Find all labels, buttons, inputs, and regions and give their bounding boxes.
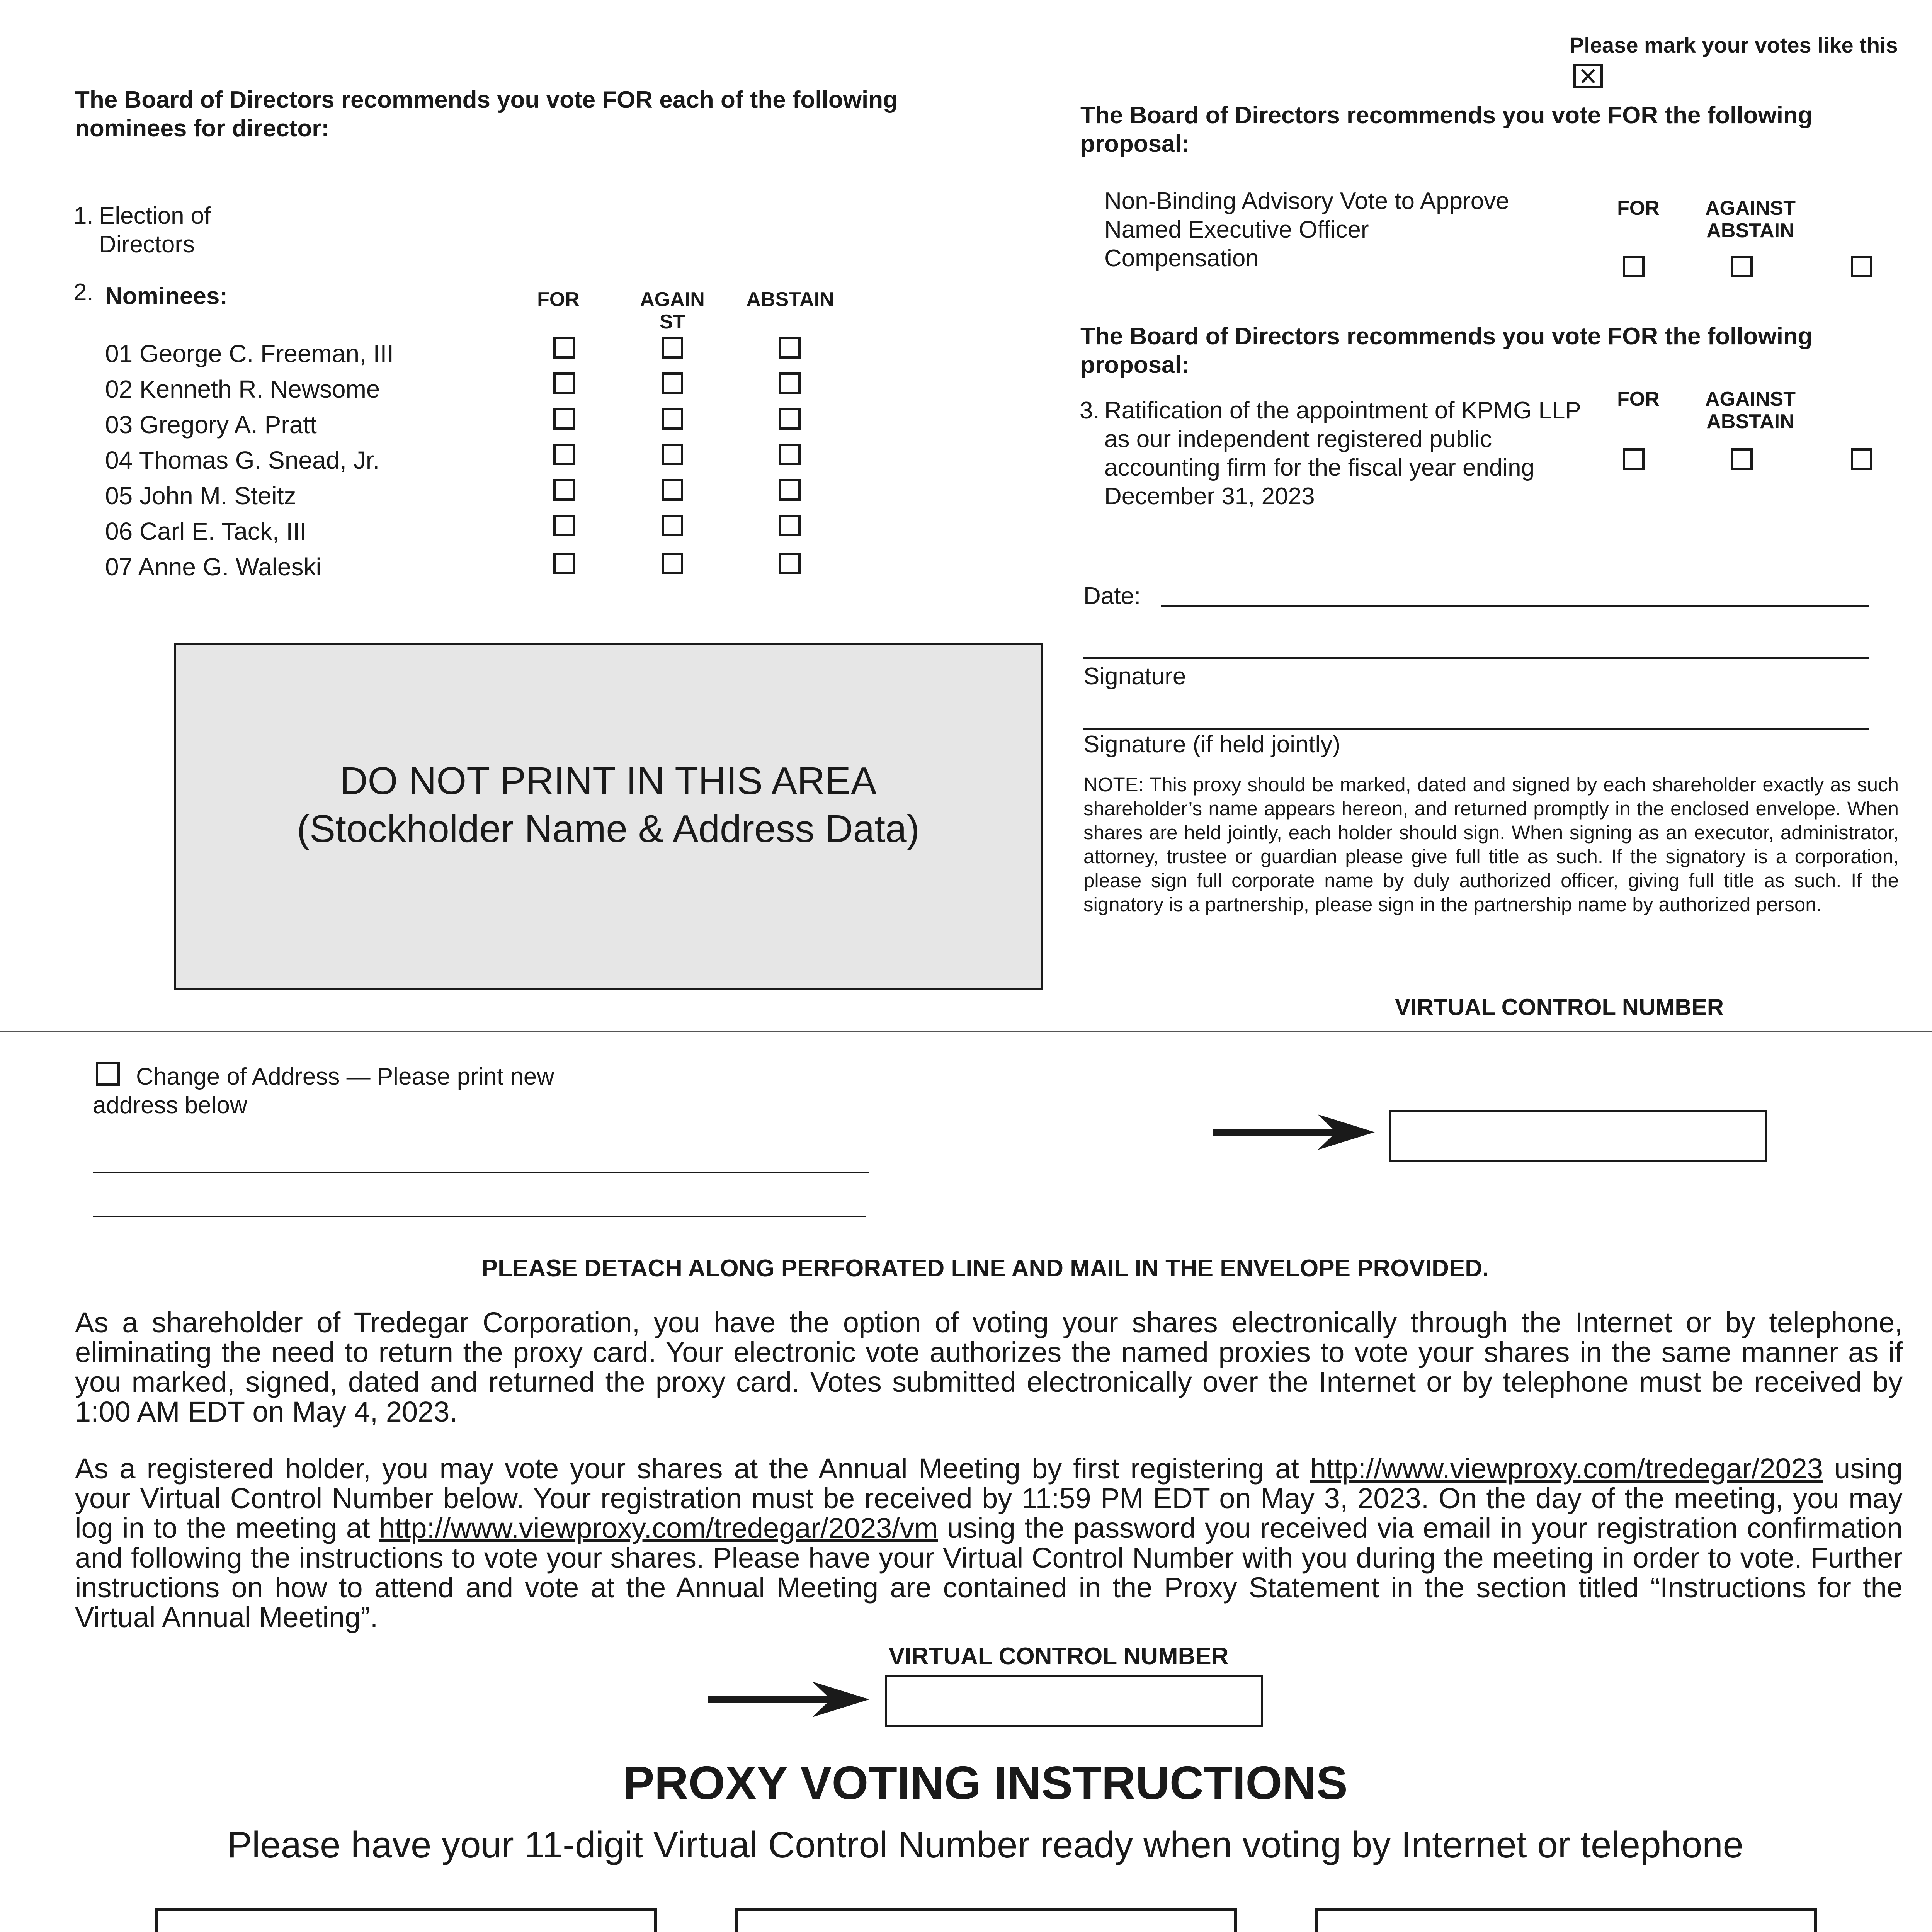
nominee-1-for-checkbox[interactable] — [553, 337, 575, 359]
instructions-subtitle: Please have your 11-digit Virtual Control Number ready when voting by Internet or telephone — [227, 1824, 1744, 1866]
column-against: AGAINST — [640, 288, 705, 333]
nominee-5-against-checkbox[interactable] — [662, 479, 683, 501]
virtual-control-number-box[interactable] — [1389, 1110, 1767, 1162]
nominee-6-against-checkbox[interactable] — [662, 515, 683, 536]
registered-holder-paragraph — [75, 1454, 1903, 1632]
registered-holder-text-1: As a registered holder, you may vote your shares at the Annual Meeting by first registering at — [75, 1452, 1310, 1485]
nominee-4: 04 Thomas G. Snead, Jr. — [105, 446, 380, 474]
proposal-a-abstain-checkbox[interactable] — [1851, 256, 1872, 277]
sample-mark-icon — [1573, 64, 1603, 88]
registered-holder-text-2: using your Virtual Control Number below. Your registration must be received by 11:59 PM EDT on May 3, 2023. On the day of the meeting, you may log in to the meeting at — [75, 1452, 1903, 1544]
signature-label: Signature — [1083, 663, 1186, 690]
arrow-right-icon — [1213, 1113, 1376, 1153]
nominee-7-abstain-checkbox[interactable] — [779, 553, 801, 574]
mail-card — [1315, 1908, 1817, 1932]
item-1-number: 1. — [73, 202, 94, 229]
nominee-1: 01 George C. Freeman, III — [105, 340, 394, 367]
proposal-3-column-against-abstain: AGAINST ABSTAIN — [1705, 388, 1796, 433]
signature-line[interactable] — [1083, 657, 1869, 659]
joint-signature-label: Signature (if held jointly) — [1083, 731, 1341, 758]
internet-card — [155, 1908, 657, 1932]
nominee-3-abstain-checkbox[interactable] — [779, 408, 801, 430]
do-not-print-line1: DO NOT PRINT IN THIS AREA — [340, 759, 877, 803]
nominee-4-for-checkbox[interactable] — [553, 444, 575, 465]
nominee-3: 03 Gregory A. Pratt — [105, 411, 317, 439]
nominee-2-abstain-checkbox[interactable] — [779, 372, 801, 394]
nominee-5-for-checkbox[interactable] — [553, 479, 575, 501]
proposal-a-column-against-abstain: AGAINST ABSTAIN — [1705, 197, 1796, 242]
nominee-1-abstain-checkbox[interactable] — [779, 337, 801, 359]
column-for: FOR — [537, 288, 580, 311]
board-recommendation-proposal-3: The Board of Directors recommends you vote FOR the following proposal: — [1080, 323, 1813, 378]
virtual-control-number-label-2: VIRTUAL CONTROL NUMBER — [889, 1643, 1229, 1670]
telephone-card — [735, 1908, 1237, 1932]
item-2-number: 2. — [73, 279, 94, 306]
nominee-2: 02 Kenneth R. Newsome — [105, 375, 380, 403]
do-not-print-line2: (Stockholder Name & Address Data) — [297, 807, 920, 850]
nominee-6: 06 Carl E. Tack, III — [105, 517, 307, 545]
proposal-a-column-for: FOR — [1617, 197, 1660, 219]
change-of-address-label: Change of Address — Please print new address below — [93, 1063, 554, 1119]
proposal-3-for-checkbox[interactable] — [1623, 448, 1645, 470]
perforation-line — [0, 1031, 1932, 1032]
mark-instruction: Please mark your votes like this — [1570, 33, 1898, 57]
new-address-line-1[interactable] — [93, 1172, 869, 1173]
nominee-7-for-checkbox[interactable] — [553, 553, 575, 574]
nominee-5-abstain-checkbox[interactable] — [779, 479, 801, 501]
new-address-line-2[interactable] — [93, 1216, 866, 1217]
nominee-4-abstain-checkbox[interactable] — [779, 444, 801, 465]
date-label: Date: — [1083, 583, 1141, 609]
nominees-label: Nominees: — [105, 283, 228, 310]
signing-note: NOTE: This proxy should be marked, dated and signed by each shareholder exactly as such shareholder’s name appears hereon, and returned promptly in the enclosed envelope. When shares are held jointly, each holder should sign. When signing as an executor, administrator, attorney, trustee or guardian please give full title as such. If the signatory is a corporation, please sign full corporate name by duly authorized officer, giving full title as such. If the signatory is a partnership, please sign in the partnership name by authorized person. — [1083, 774, 1899, 915]
proposal-3-text: Ratification of the appointment of KPMG LLP as our independent registered public accounting firm for the fiscal year ending December 31, 2023 — [1104, 397, 1581, 510]
board-recommendation-proposal: The Board of Directors recommends you vote FOR the following proposal: — [1080, 102, 1813, 157]
virtual-control-number-label: VIRTUAL CONTROL NUMBER — [1395, 994, 1724, 1020]
proposal-3-column-for: FOR — [1617, 388, 1660, 410]
proposal-3-number: 3. — [1080, 397, 1100, 424]
nominee-3-for-checkbox[interactable] — [553, 408, 575, 430]
meeting-link[interactable]: http://www.viewproxy.com/tredegar/2023/vm — [379, 1512, 938, 1544]
nominee-4-against-checkbox[interactable] — [662, 444, 683, 465]
nominee-3-against-checkbox[interactable] — [662, 408, 683, 430]
arrow-right-icon-2 — [708, 1680, 870, 1721]
detach-instruction: PLEASE DETACH ALONG PERFORATED LINE AND MAIL IN THE ENVELOPE PROVIDED. — [481, 1255, 1489, 1282]
address-data-area — [174, 643, 1043, 990]
column-abstain: ABSTAIN — [746, 288, 834, 311]
nominee-6-for-checkbox[interactable] — [553, 515, 575, 536]
item-1-label: Election of Directors — [99, 202, 211, 258]
nominee-7-against-checkbox[interactable] — [662, 553, 683, 574]
nominee-7: 07 Anne G. Waleski — [105, 553, 321, 581]
proposal-3-against-checkbox[interactable] — [1731, 448, 1753, 470]
proposal-advisory: Non-Binding Advisory Vote to Approve Named Executive Officer Compensation — [1104, 188, 1509, 272]
nominee-2-for-checkbox[interactable] — [553, 372, 575, 394]
electronic-voting-paragraph: As a shareholder of Tredegar Corporation, you have the option of voting your shares electronically through the Internet or by telephone, eliminating the need to return the proxy card. Your electronic vote authorizes the named proxies to vote your shares in the same manner as if you marked, signed, dated and returned the proxy card. Votes submitted electronically over the Internet or by telephone must be received by 1:00 AM EDT on May 4, 2023. — [75, 1306, 1903, 1428]
proposal-a-for-checkbox[interactable] — [1623, 256, 1645, 277]
joint-signature-line[interactable] — [1083, 728, 1869, 730]
nominee-2-against-checkbox[interactable] — [662, 372, 683, 394]
date-field[interactable] — [1161, 605, 1869, 607]
registration-link[interactable]: http://www.viewproxy.com/tredegar/2023 — [1310, 1452, 1823, 1485]
nominee-5: 05 John M. Steitz — [105, 482, 296, 510]
nominee-6-abstain-checkbox[interactable] — [779, 515, 801, 536]
proposal-a-against-checkbox[interactable] — [1731, 256, 1753, 277]
board-recommendation-directors: The Board of Directors recommends you vote FOR each of the following nominees for director: — [75, 87, 898, 142]
nominee-1-against-checkbox[interactable] — [662, 337, 683, 359]
registered-holder-text-3: using the password you received via email in your registration confirmation and following the instructions to vote your shares. Please have your Virtual Control Number with you during the meeting in order to vote. Further instructions on how to attend and vote at the Annual Meeting are contained in the Proxy Statement in the section titled “Instructions for the Virtual Annual Meeting”. — [75, 1512, 1903, 1633]
virtual-control-number-box-2[interactable] — [885, 1675, 1263, 1727]
instructions-title: PROXY VOTING INSTRUCTIONS — [623, 1757, 1348, 1809]
proposal-3-abstain-checkbox[interactable] — [1851, 448, 1872, 470]
